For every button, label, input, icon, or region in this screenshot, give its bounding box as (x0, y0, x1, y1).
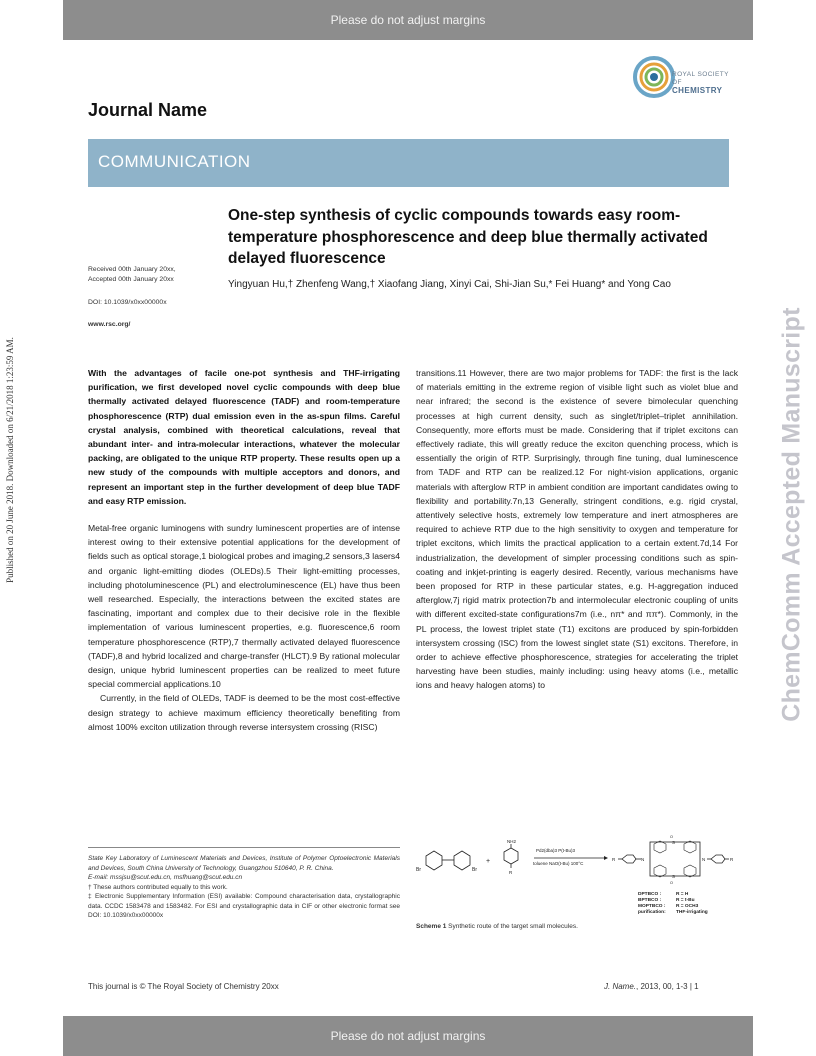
body-paragraph-3: transitions.11 However, there are two major problems for TADF: the first is the lack of materials emitting in the extreme region of visible light such as violet blue and near infrared; the second is the existence of severe bimolecular quenching processes at high current density, such as singlet/triplet–triplet annihilation. Consequently, more efforts must be made. Considering that if triplet excitons can effectively radiate, this will greatly reduce the exciton quenching process, which is essentially the origin of RTP. Surprisingly, through fine tuning, dual luminescence from TADF and RTP can be realized.12 For night-vision applications, organic materials with afterglow RTP in ambient condition are important candidates owing to flexibility and portability.7n,13 Generally, stringent conditions, e.g. rigid crystal, attentively selective hosts, extremely low temperature and inert atmospheres are required to achieve RTP due to the high sensitivity to oxygen and temperature for triplet excitons, which limits the practical application to a certain extent.7d,14 For industrialization, the development of simpler processing conditions such as spin-coating and inkjet-printing is eagerly desired. Recently, various mechanisms have been proposed for RTP in these particular states, e.g. H-aggregation induced afterglow,7j rigid matrix protection7b and intermolecular electronic coupling of units with different excited-state configurations7m (i.e., nπ* and ππ*). Commonly, in the PL process, the lowest triplet state (T1) excitons are produced by spin-forbidden intersystem crossing (ISC) from the lowest singlet state (S1) excitons. Therefore, in order to achieve effective phosphorescence, strategies for accelerating the triplet harvesting have been studies, mainly including: using heavy atoms (i.e., metallic ions and heavy halogen atoms) to (416, 368, 738, 691)
footnote-divider (88, 847, 400, 848)
footnotes (88, 854, 400, 921)
journal-name: Journal Name (88, 100, 208, 120)
oxygen-label-top: O (670, 835, 673, 839)
amine-label: NH2 (507, 839, 517, 844)
rsc-logo (630, 52, 735, 102)
purification-value: THF-irrigating (676, 910, 708, 915)
plus-sign: + (486, 858, 491, 865)
footer-journal-name: J. Name. (604, 982, 637, 991)
footer-citation: , 2013, 00, 1-3 | 1 (636, 982, 699, 991)
article-title: One-step synthesis of cyclic compounds towards easy room-temperature phosphorescence and deep blue thermally activated delayed fluorescence (228, 207, 708, 267)
section-label: COMMUNICATION (98, 152, 251, 171)
footnote-email: E-mail: mssjsu@scut.edu.cn, msfhuang@scut.edu.cn (88, 874, 243, 881)
section-band (88, 139, 729, 187)
footer-copyright: This journal is © The Royal Society of Chemistry 20xx (88, 982, 279, 991)
r-label-product-right: R (730, 857, 734, 862)
footer-page-info (604, 982, 699, 991)
right-column (416, 366, 738, 693)
purification-label: purification: (638, 910, 666, 915)
accepted-manuscript-watermark: ChemComm Accepted Manuscript (777, 307, 806, 722)
compound-r-1: R = H (676, 892, 689, 897)
logo-text-line3: CHEMISTRY (672, 86, 723, 95)
compound-legend (638, 891, 708, 915)
bromine-label-right: Br (472, 867, 477, 873)
body-paragraph-2: Currently, in the field of OLEDs, TADF is deemed to be the most cost-effective design strategy to achieve maximum efficiency theoretically benefiting from almost 100% exciton utilization through reverse intersystem crossing (RISC) (88, 693, 400, 732)
scheme-caption-label: Scheme 1 (416, 923, 447, 930)
r-label-product-left: R (612, 857, 616, 862)
nitrogen-label-left: N (641, 857, 645, 862)
aniline-reactant (504, 839, 518, 875)
top-banner-text: Please do not adjust margins (330, 13, 486, 27)
sulfur-label-top: S (672, 840, 676, 845)
oxygen-label-bottom: O (670, 881, 673, 885)
bottom-banner-text: Please do not adjust margins (330, 1029, 486, 1043)
logo-text-line1: ROYAL SOCIETY (672, 71, 729, 78)
dibromo-reactant (416, 851, 477, 873)
top-margin-banner (63, 0, 753, 40)
compound-r-2: R = t-Bu (676, 898, 695, 903)
logo-text-line2: OF (672, 79, 682, 86)
footnote-affiliation: State Key Laboratory of Luminescent Materials and Devices, Institute of Polymer Optoelectronic Materials and Devices, South China University of Technology, Guangzhou 510640, P. R. China. (88, 855, 400, 872)
left-column (88, 366, 400, 734)
bottom-margin-banner (63, 1016, 753, 1056)
scheme-caption (416, 923, 578, 930)
footnote-esi: ‡ Electronic Supplementary Information (ESI) available: Compound characterisation data, crystallographic data. CCDC 1583478 and 1583482. For ESI and crystallographic data in CIF or other electronic format see DOI: 10.1039/x0xx00000x (88, 893, 400, 919)
sulfur-label-bottom: S (672, 874, 676, 879)
rsc-url-link[interactable]: www.rsc.org/ (88, 321, 131, 328)
compound-name-3: MOPTBCO : (638, 904, 666, 909)
author-list: Yingyuan Hu,† Zhenfeng Wang,† Xiaofang Jiang, Xinyi Cai, Shi-Jian Su,* Fei Huang* and Yong Cao (228, 279, 671, 290)
doi: DOI: 10.1039/x0xx00000x (88, 299, 167, 306)
received-date: Received 00th January 20xx, (88, 266, 176, 273)
reagents-top: Pd2(dba)3 P(t-Bu)3 (536, 848, 576, 853)
footnote-equal-contribution: † These authors contributed equally to this work. (88, 883, 228, 891)
compound-name-1: DPTBCO : (638, 892, 662, 897)
published-sidebar-note: Published on 20 June 2018. Downloaded on 6/21/2018 1:23:59 AM. (5, 337, 15, 583)
r-label-reactant: R (509, 870, 513, 875)
abstract: With the advantages of facile one-pot synthesis and THF-irrigating purification, we first developed novel cyclic compounds with deep blue thermally activated delayed fluorescence (TADF) and room-temperature phosphorescence (RTP) dual emission even in the as-spun films. Careful crystal analysis, combined with theoretical calculations, reveal that abundant inter- and intra-molecular interactions, whatever the molecular packing, are obligated to the unique RTP property. These results open up a new study of the compounds with multiple acceptors and donors, and represent an important step in the further development of deep blue TADF and easy RTP emission. (88, 368, 400, 506)
cyclic-product (612, 835, 734, 885)
scheme-1-figure (414, 835, 739, 920)
bromine-label-left: Br (416, 867, 421, 873)
accepted-date: Accepted 00th January 20xx (88, 276, 174, 283)
compound-name-2: BPTBCO : (638, 898, 662, 903)
nitrogen-label-right: N (702, 857, 706, 862)
body-paragraph-1: Metal-free organic luminogens with sundry luminescent properties are of intense interest owing to their extensive potential applications for the development of fields such as optical storage,1 biological probes and imaging,2 sensors,3 lasers4 and organic light-emitting diodes (OLEDs).5 Their light-emitting processes, including photoluminescence (PL) and electroluminescence (EL) have thus been well researched. Especially, the interactions between the excited states are fascinating, important and complex due to their decisive role in the flexible implementation of various luminescent properties, e.g. fluorescence,6 room temperature phosphorescence (RTP),7 thermally activated delayed fluorescence (TADF),8 and hybrid localized and charge-transfer (HLCT).9 By rational molecular design, unique hybrid luminescent properties can be realized to meet future special commercial applications.10 (88, 523, 400, 690)
reagents-bottom: toluene NaO(t-Bu) 100°C (533, 861, 584, 866)
rsc-logo-mark-icon (630, 52, 674, 102)
compound-r-3: R = OCH3 (676, 904, 699, 909)
scheme-caption-text: Synthetic route of the target small molecules. (448, 923, 578, 930)
